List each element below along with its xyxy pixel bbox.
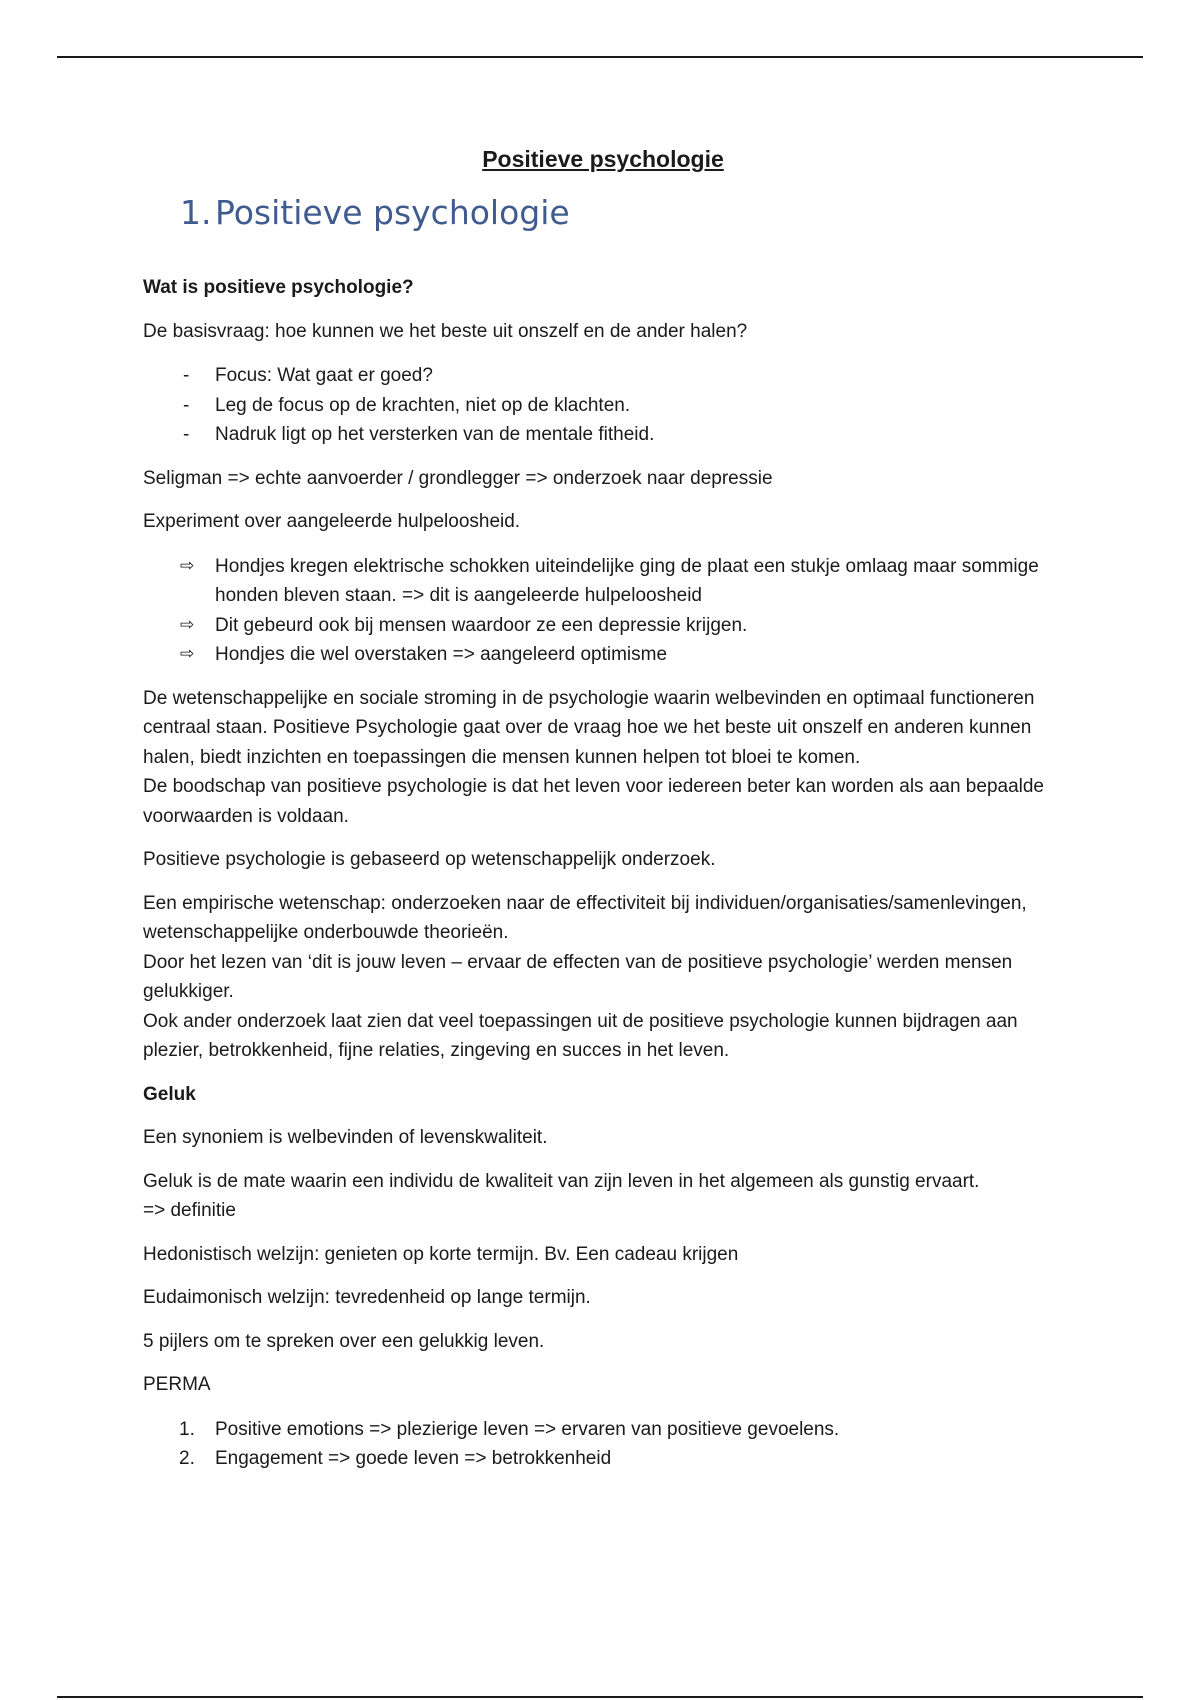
- section-heading: [180, 192, 1063, 234]
- focus-list: [143, 361, 1063, 450]
- synoniem-paragraph: Een synoniem is welbevinden of levenskwaliteit.: [143, 1127, 548, 1148]
- experiment-list: [143, 552, 1063, 670]
- list-item: - Nadruk ligt op het versterken van de mentale fitheid.: [143, 420, 1063, 450]
- list-item: 1. Positive emotions => plezierige leven => ervaren van positieve gevoelens.: [143, 1415, 1063, 1445]
- hedonistisch-paragraph: Hedonistisch welzijn: genieten op korte termijn. Bv. Een cadeau krijgen: [143, 1243, 739, 1265]
- list-item: ⇨ Hondjes kregen elektrische schokken uiteindelijke ging de plaat een stukje omlaag maar sommige honden bleven staan. => dit is aangeleerde hulpeloosheid: [143, 552, 1063, 611]
- list-item: - Focus: Wat gaat er goed?: [143, 361, 1063, 391]
- gebaseerd-paragraph: Positieve psychologie is gebaseerd op wetenschappelijk onderzoek.: [143, 849, 716, 870]
- list-number: 2.: [179, 1448, 195, 1469]
- seligman-paragraph: Seligman => echte aanvoerder / grondlegger => onderzoek naar depressie: [143, 467, 773, 489]
- pijlers-paragraph: 5 pijlers om te spreken over een gelukkig leven.: [143, 1330, 545, 1352]
- basisvraag-paragraph: De basisvraag: hoe kunnen we het beste uit onszelf en de ander halen?: [143, 320, 748, 342]
- perma-label: PERMA: [143, 1374, 211, 1395]
- empirisch-line-3: Ook ander onderzoek laat zien dat veel toepassingen uit de positieve psychologie kunnen bijdragen aan plezier, betrokkenheid, fijne relaties, zingeving en succes in het leven.: [143, 1010, 1018, 1061]
- empirisch-line-2: Door het lezen van ‘dit is jouw leven – ervaar de effecten van de positieve psychologie’ werden mensen gelukkiger.: [143, 951, 1013, 1002]
- definitie-line-2: => definitie: [143, 1200, 236, 1221]
- dash-marker: -: [183, 365, 190, 386]
- document-title: Positieve psychologie: [482, 146, 724, 172]
- subheading-geluk: Geluk: [143, 1083, 196, 1105]
- list-item: ⇨ Dit gebeurd ook bij mensen waardoor ze een depressie krijgen.: [143, 611, 1063, 641]
- list-number: 1.: [179, 1418, 195, 1440]
- stroming-block: [143, 684, 1063, 832]
- arrow-icon: ⇨: [180, 614, 195, 635]
- arrow-icon: ⇨: [180, 644, 195, 664]
- list-item: 2. Engagement => goede leven => betrokkenheid: [143, 1444, 1063, 1474]
- empirisch-line-1: Een empirische wetenschap: onderzoeken naar de effectiviteit bij individuen/organisaties/samenlevingen, wetenschappelijke onderbouwde theorieën.: [143, 892, 1027, 943]
- subheading-wat-is: Wat is positieve psychologie?: [143, 277, 414, 298]
- stroming-paragraph: De wetenschappelijke en sociale stroming in de psychologie waarin welbevinden en optimaal functioneren centraal staan. Positieve Psychologie gaat over de vraag hoe we het beste uit onszelf en anderen kunnen halen, biedt inzichten en toepassingen die mensen kunnen helpen tot bloei te komen.: [143, 687, 1035, 768]
- list-item: - Leg de focus op de krachten, niet op de klachten.: [143, 391, 1063, 421]
- boodschap-paragraph: De boodschap van positieve psychologie is dat het leven voor iedereen beter kan worden als aan bepaalde voorwaarden is voldaan.: [143, 776, 1044, 827]
- definitie-block: [143, 1167, 1063, 1226]
- perma-list: [143, 1415, 1063, 1474]
- document-body: [143, 140, 1063, 1474]
- header-rule: [57, 56, 1143, 58]
- section-heading-text: Positieve psychologie: [215, 193, 570, 232]
- dash-marker: -: [183, 394, 190, 416]
- list-item: ⇨ Hondjes die wel overstaken => aangeleerd optimisme: [143, 640, 1063, 670]
- dash-marker: -: [183, 424, 190, 445]
- footer-rule: [57, 1696, 1143, 1698]
- empirisch-block: [143, 889, 1063, 1066]
- definitie-line-1: Geluk is de mate waarin een individu de kwaliteit van zijn leven in het algemeen als gunstig ervaart.: [143, 1170, 980, 1192]
- section-number: 1.: [180, 193, 212, 232]
- eudaimonisch-paragraph: Eudaimonisch welzijn: tevredenheid op lange termijn.: [143, 1287, 591, 1308]
- arrow-icon: ⇨: [180, 555, 195, 576]
- experiment-paragraph: Experiment over aangeleerde hulpeloosheid.: [143, 511, 521, 532]
